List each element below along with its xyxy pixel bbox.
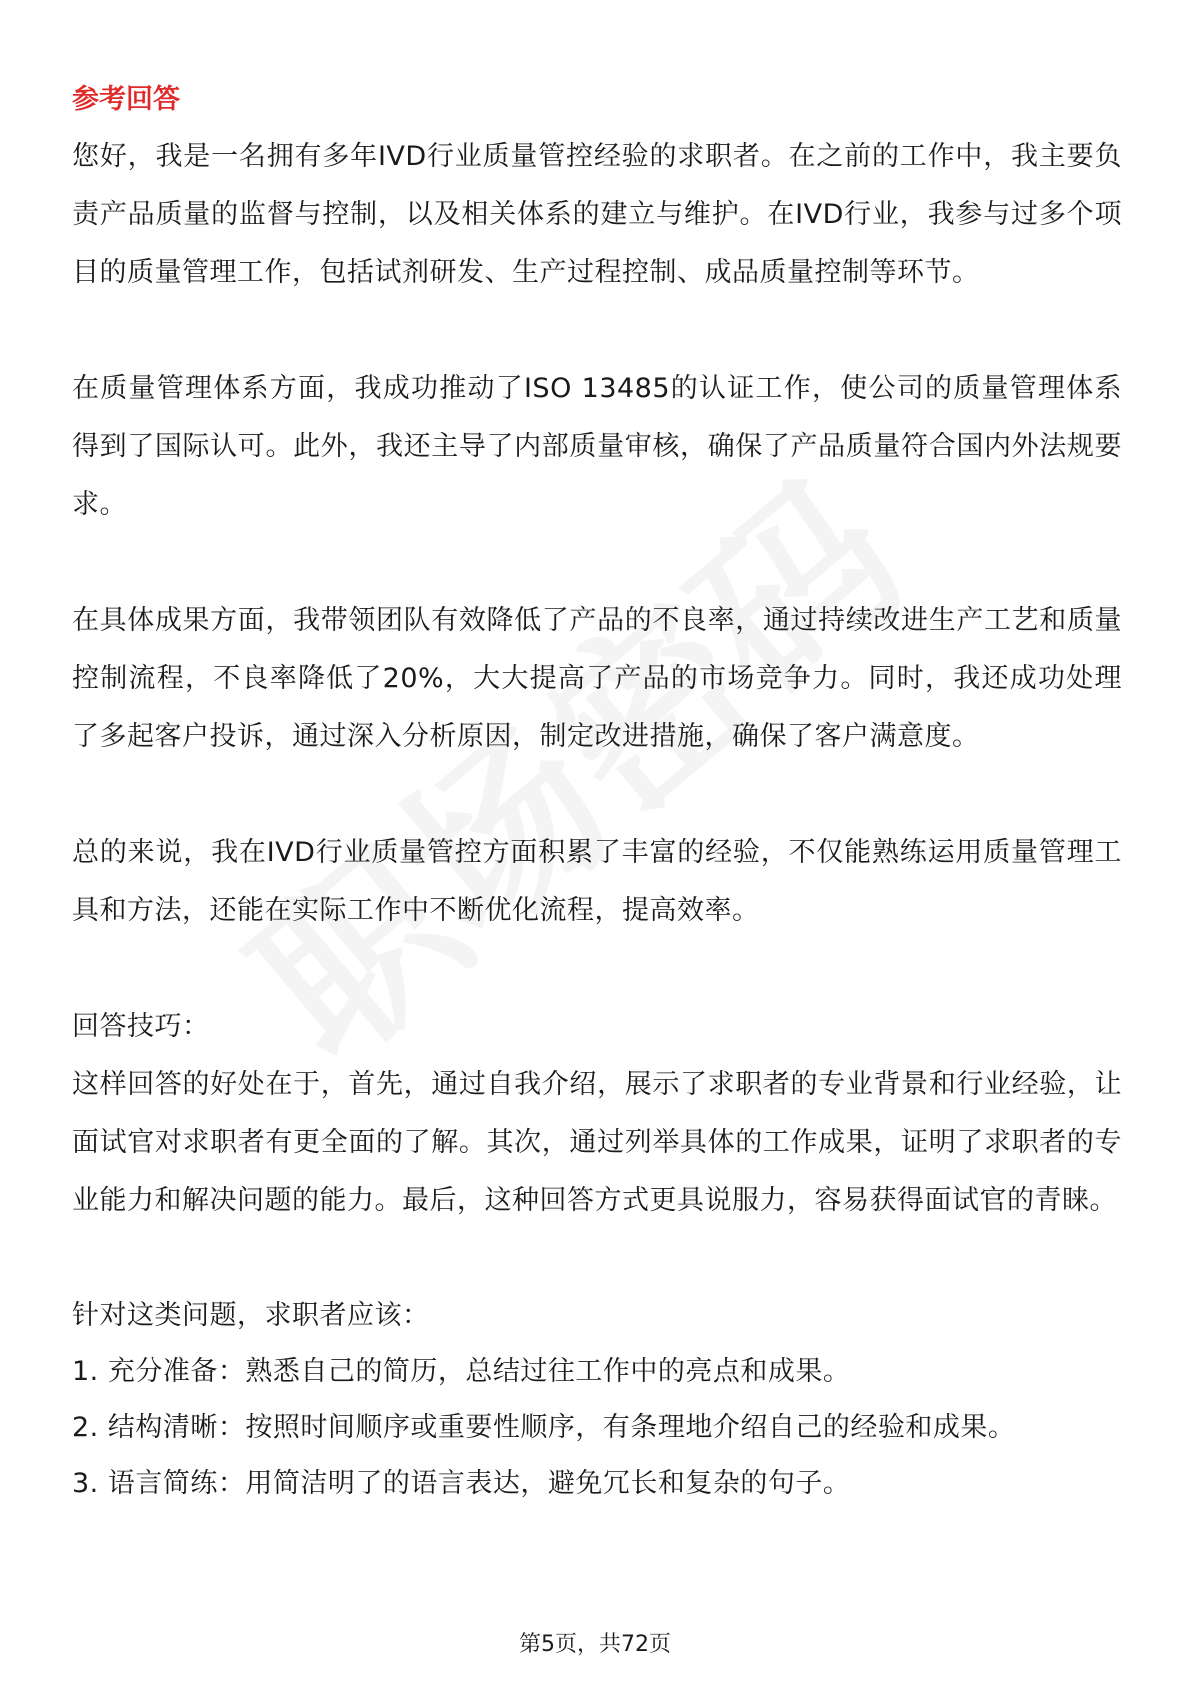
section-heading: 参考回答 [72,84,180,115]
page-number: 第5页，共72页 [519,1632,671,1657]
paragraph-achievements: 在具体成果方面，我带领团队有效降低了产品的不良率，通过持续改进生产工艺和质量控制流程，不良率降低了20%，大大提高了产品的市场竞争力。同时，我还成功处理了多起客户投诉，通过深入分析原因，制定改进措施，确保了客户满意度。 [72,605,1122,752]
advice-item: 2. 结构清晰：按照时间顺序或重要性顺序，有条理地介绍自己的经验和成果。 [72,1412,1016,1443]
tips-label: 回答技巧： [72,1011,210,1042]
advice-item: 1. 充分准备：熟悉自己的简历，总结过往工作中的亮点和成果。 [72,1356,851,1387]
paragraph-summary: 总的来说，我在IVD行业质量管控方面积累了丰富的经验，不仅能熟练运用质量管理工具和方法，还能在实际工作中不断优化流程，提高效率。 [72,837,1122,926]
advice-item: 3. 语言简练：用简洁明了的语言表达，避免冗长和复杂的句子。 [72,1468,851,1499]
tips-text: 这样回答的好处在于，首先，通过自我介绍，展示了求职者的专业背景和行业经验，让面试官对求职者有更全面的了解。其次，通过列举具体的工作成果，证明了求职者的专业能力和解决问题的能力。最后，这种回答方式更具说服力，容易获得面试官的青睐。 [72,1069,1122,1216]
document-page [72,72,1122,1512]
advice-intro: 针对这类问题，求职者应该： [72,1300,430,1331]
paragraph-quality-system: 在质量管理体系方面，我成功推动了ISO 13485的认证工作，使公司的质量管理体系得到了国际认可。此外，我还主导了内部质量审核，确保了产品质量符合国内外法规要求。 [72,373,1122,520]
paragraph-intro: 您好，我是一名拥有多年IVD行业质量管控经验的求职者。在之前的工作中，我主要负责产品质量的监督与控制，以及相关体系的建立与维护。在IVD行业，我参与过多个项目的质量管理工作，包括试剂研发、生产过程控制、成品质量控制等环节。 [72,141,1122,288]
